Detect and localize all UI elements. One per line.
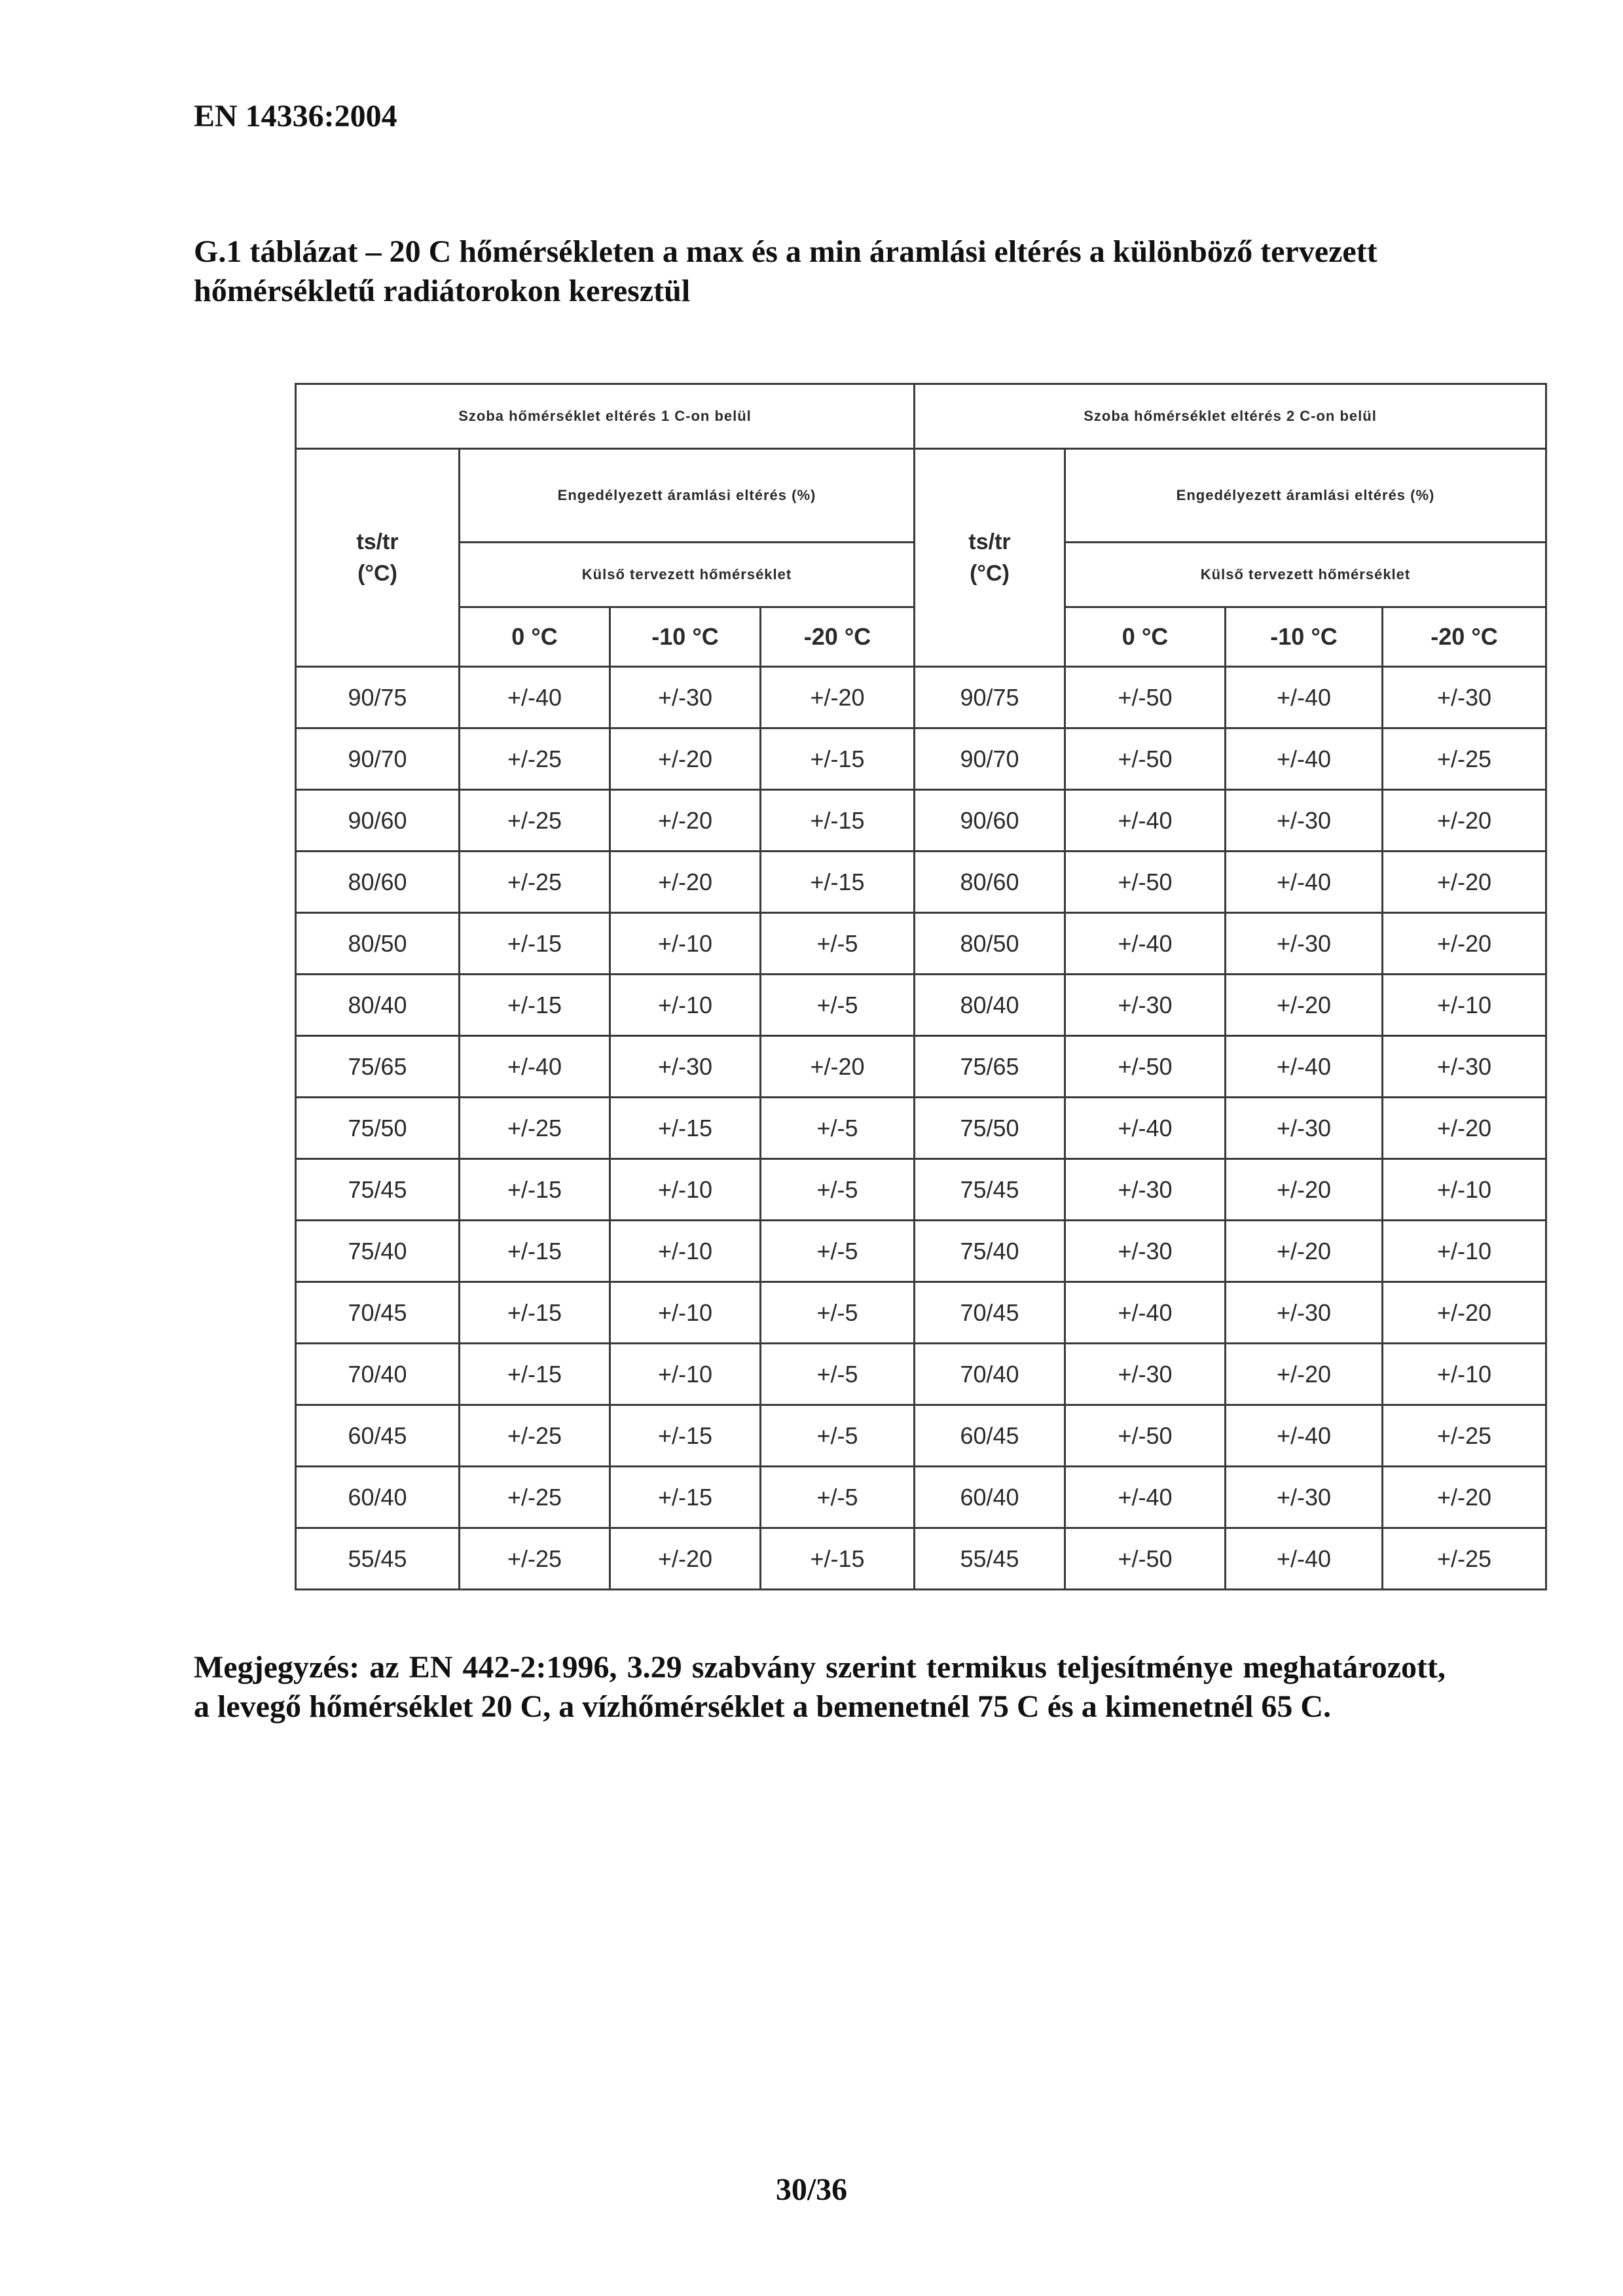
- temp-pair-cell: 90/75: [915, 667, 1065, 728]
- ts-tr-unit: (°C): [357, 561, 397, 586]
- deviation-cell: +/-40: [460, 667, 610, 728]
- group-2-allowed-deviation-label: Engedélyezett áramlási eltérés (%): [1065, 449, 1546, 543]
- temp-pair-cell: 80/50: [915, 913, 1065, 975]
- deviation-cell: +/-5: [761, 1282, 915, 1344]
- table-row: [296, 1528, 1546, 1590]
- deviation-cell: +/-40: [1065, 790, 1226, 852]
- deviation-cell: +/-25: [460, 1405, 610, 1467]
- deviation-cell: +/-10: [610, 1344, 761, 1405]
- table-row: [296, 1036, 1546, 1098]
- deviation-cell: +/-15: [460, 1344, 610, 1405]
- deviation-cell: +/-20: [1226, 1221, 1383, 1282]
- deviation-cell: +/-25: [460, 728, 610, 790]
- table-row: [296, 1098, 1546, 1159]
- deviation-cell: +/-20: [1383, 913, 1546, 975]
- deviation-cell: +/-30: [1226, 1282, 1383, 1344]
- deviation-cell: +/-20: [761, 1036, 915, 1098]
- deviation-cell: +/-40: [1226, 1036, 1383, 1098]
- group-1-col-minus20c: -20 °C: [761, 607, 915, 667]
- deviation-cell: +/-20: [610, 1528, 761, 1590]
- ts-tr-label: ts/tr: [968, 529, 1011, 554]
- deviation-cell: +/-15: [610, 1098, 761, 1159]
- deviation-cell: +/-15: [761, 790, 915, 852]
- group-2-col-0c: 0 °C: [1065, 607, 1226, 667]
- deviation-cell: +/-5: [761, 1221, 915, 1282]
- deviation-cell: +/-25: [460, 1528, 610, 1590]
- temp-pair-cell: 80/40: [296, 975, 460, 1036]
- group-1-title: Szoba hőmérséklet eltérés 1 C-on belül: [296, 384, 915, 449]
- deviation-cell: +/-30: [1065, 1159, 1226, 1221]
- deviation-cell: +/-15: [460, 1221, 610, 1282]
- deviation-cell: +/-25: [1383, 1528, 1546, 1590]
- deviation-cell: +/-20: [1226, 1159, 1383, 1221]
- group-1-allowed-deviation-label: Engedélyezett áramlási eltérés (%): [460, 449, 915, 543]
- temp-pair-cell: 75/40: [915, 1221, 1065, 1282]
- deviation-cell: +/-10: [1383, 1159, 1546, 1221]
- deviation-cell: +/-50: [1065, 728, 1226, 790]
- deviation-cell: +/-40: [1226, 1528, 1383, 1590]
- table-row: [296, 975, 1546, 1036]
- deviation-cell: +/-30: [1065, 1221, 1226, 1282]
- deviation-cell: +/-40: [1065, 913, 1226, 975]
- group-2-col-minus20c: -20 °C: [1383, 607, 1546, 667]
- deviation-cell: +/-15: [460, 1159, 610, 1221]
- deviation-cell: +/-40: [1065, 1467, 1226, 1528]
- deviation-cell: +/-10: [610, 913, 761, 975]
- deviation-cell: +/-10: [610, 975, 761, 1036]
- deviation-cell: +/-5: [761, 1098, 915, 1159]
- temp-pair-cell: 70/40: [296, 1344, 460, 1405]
- temp-pair-cell: 75/45: [296, 1159, 460, 1221]
- deviation-cell: +/-20: [610, 728, 761, 790]
- deviation-cell: +/-30: [610, 667, 761, 728]
- ts-tr-unit: (°C): [970, 561, 1010, 586]
- deviation-cell: +/-20: [1383, 790, 1546, 852]
- deviation-cell: +/-15: [761, 728, 915, 790]
- temp-pair-cell: 60/45: [296, 1405, 460, 1467]
- deviation-cell: +/-5: [761, 1467, 915, 1528]
- deviation-cell: +/-5: [761, 1405, 915, 1467]
- group-2-external-temp-label: Külső tervezett hőmérséklet: [1065, 543, 1546, 607]
- deviation-cell: +/-25: [460, 790, 610, 852]
- deviation-cell: +/-5: [761, 1159, 915, 1221]
- deviation-cell: +/-30: [1383, 667, 1546, 728]
- temp-pair-cell: 80/50: [296, 913, 460, 975]
- temp-pair-cell: 70/45: [296, 1282, 460, 1344]
- deviation-cell: +/-40: [1065, 1098, 1226, 1159]
- temp-pair-cell: 90/60: [296, 790, 460, 852]
- deviation-cell: +/-40: [460, 1036, 610, 1098]
- temp-pair-cell: 70/40: [915, 1344, 1065, 1405]
- deviation-cell: +/-15: [761, 1528, 915, 1590]
- temp-pair-cell: 75/40: [296, 1221, 460, 1282]
- temp-pair-cell: 80/60: [296, 852, 460, 913]
- group-2-ts-tr-header: [915, 449, 1065, 667]
- deviation-cell: +/-20: [610, 790, 761, 852]
- deviation-cell: +/-30: [1065, 975, 1226, 1036]
- table-row: [296, 1282, 1546, 1344]
- table-row: [296, 913, 1546, 975]
- temp-pair-cell: 60/40: [915, 1467, 1065, 1528]
- deviation-cell: +/-10: [610, 1159, 761, 1221]
- temp-pair-cell: 75/50: [296, 1098, 460, 1159]
- temp-pair-cell: 75/65: [915, 1036, 1065, 1098]
- deviation-cell: +/-5: [761, 913, 915, 975]
- temp-pair-cell: 90/70: [915, 728, 1065, 790]
- deviation-cell: +/-15: [610, 1405, 761, 1467]
- group-2-col-minus10c: -10 °C: [1226, 607, 1383, 667]
- table-row: [296, 1344, 1546, 1405]
- temp-pair-cell: 55/45: [915, 1528, 1065, 1590]
- table-row: [296, 1159, 1546, 1221]
- deviation-cell: +/-20: [1226, 1344, 1383, 1405]
- deviation-cell: +/-15: [460, 1282, 610, 1344]
- temp-pair-cell: 75/50: [915, 1098, 1065, 1159]
- temp-pair-cell: 80/60: [915, 852, 1065, 913]
- deviation-cell: +/-10: [610, 1221, 761, 1282]
- temp-pair-cell: 90/70: [296, 728, 460, 790]
- deviation-cell: +/-40: [1226, 728, 1383, 790]
- deviation-cell: +/-50: [1065, 1405, 1226, 1467]
- deviation-cell: +/-25: [460, 1467, 610, 1528]
- table-row: [296, 1467, 1546, 1528]
- group-2-title: Szoba hőmérséklet eltérés 2 C-on belül: [915, 384, 1546, 449]
- deviation-cell: +/-50: [1065, 1528, 1226, 1590]
- deviation-cell: +/-40: [1065, 1282, 1226, 1344]
- deviation-cell: +/-30: [1226, 913, 1383, 975]
- deviation-cell: +/-20: [1383, 852, 1546, 913]
- temp-pair-cell: 90/75: [296, 667, 460, 728]
- deviation-cell: +/-5: [761, 975, 915, 1036]
- ts-tr-label: ts/tr: [356, 529, 399, 554]
- table-row: [296, 1221, 1546, 1282]
- table-row: [296, 852, 1546, 913]
- table-row: [296, 790, 1546, 852]
- flow-deviation-table-container: [295, 383, 1545, 1607]
- group-1-col-0c: 0 °C: [460, 607, 610, 667]
- page-number: 30/36: [775, 2172, 848, 2207]
- group-1-col-minus10c: -10 °C: [610, 607, 761, 667]
- deviation-cell: +/-50: [1065, 1036, 1226, 1098]
- deviation-cell: +/-5: [761, 1344, 915, 1405]
- deviation-cell: +/-10: [1383, 1221, 1546, 1282]
- deviation-cell: +/-40: [1226, 667, 1383, 728]
- deviation-cell: +/-20: [1383, 1098, 1546, 1159]
- deviation-cell: +/-20: [761, 667, 915, 728]
- table-note: Megjegyzés: az EN 442-2:1996, 3.29 szabvány szerint termikus teljesítménye meghatározott, a levegő hőmérséklet 20 C, a vízhőmérséklet a bemenetnél 75 C és a kimenetnél 65 C.: [194, 1650, 1446, 1724]
- deviation-cell: +/-15: [761, 852, 915, 913]
- deviation-cell: +/-20: [1383, 1282, 1546, 1344]
- table-row: [296, 1405, 1546, 1467]
- deviation-cell: +/-10: [1383, 1344, 1546, 1405]
- temp-pair-cell: 60/45: [915, 1405, 1065, 1467]
- deviation-cell: +/-15: [460, 975, 610, 1036]
- deviation-cell: +/-25: [1383, 1405, 1546, 1467]
- deviation-cell: +/-25: [460, 852, 610, 913]
- deviation-cell: +/-25: [460, 1098, 610, 1159]
- deviation-cell: +/-15: [460, 913, 610, 975]
- deviation-cell: +/-10: [610, 1282, 761, 1344]
- deviation-cell: +/-30: [1226, 790, 1383, 852]
- table-row: [296, 728, 1546, 790]
- deviation-cell: +/-30: [1383, 1036, 1546, 1098]
- temp-pair-cell: 70/45: [915, 1282, 1065, 1344]
- group-1-ts-tr-header: [296, 449, 460, 667]
- deviation-cell: +/-10: [1383, 975, 1546, 1036]
- standard-id: EN 14336:2004: [194, 99, 397, 134]
- deviation-cell: +/-30: [610, 1036, 761, 1098]
- deviation-cell: +/-15: [610, 1467, 761, 1528]
- temp-pair-cell: 75/45: [915, 1159, 1065, 1221]
- temp-pair-cell: 75/65: [296, 1036, 460, 1098]
- deviation-cell: +/-50: [1065, 667, 1226, 728]
- temp-pair-cell: 60/40: [296, 1467, 460, 1528]
- deviation-cell: +/-30: [1065, 1344, 1226, 1405]
- deviation-cell: +/-20: [1226, 975, 1383, 1036]
- deviation-cell: +/-20: [1383, 1467, 1546, 1528]
- deviation-cell: +/-50: [1065, 852, 1226, 913]
- table-row: [296, 667, 1546, 728]
- group-1-external-temp-label: Külső tervezett hőmérséklet: [460, 543, 915, 607]
- deviation-cell: +/-20: [610, 852, 761, 913]
- flow-deviation-table: [295, 383, 1547, 1590]
- deviation-cell: +/-40: [1226, 852, 1383, 913]
- deviation-cell: +/-30: [1226, 1467, 1383, 1528]
- temp-pair-cell: 55/45: [296, 1528, 460, 1590]
- temp-pair-cell: 90/60: [915, 790, 1065, 852]
- temp-pair-cell: 80/40: [915, 975, 1065, 1036]
- table-caption: G.1 táblázat – 20 C hőmérsékleten a max és a min áramlási eltérés a különböző tervezett hőmérsékletű radiátorokon keresztül: [194, 234, 1377, 308]
- deviation-cell: +/-25: [1383, 728, 1546, 790]
- deviation-cell: +/-40: [1226, 1405, 1383, 1467]
- deviation-cell: +/-30: [1226, 1098, 1383, 1159]
